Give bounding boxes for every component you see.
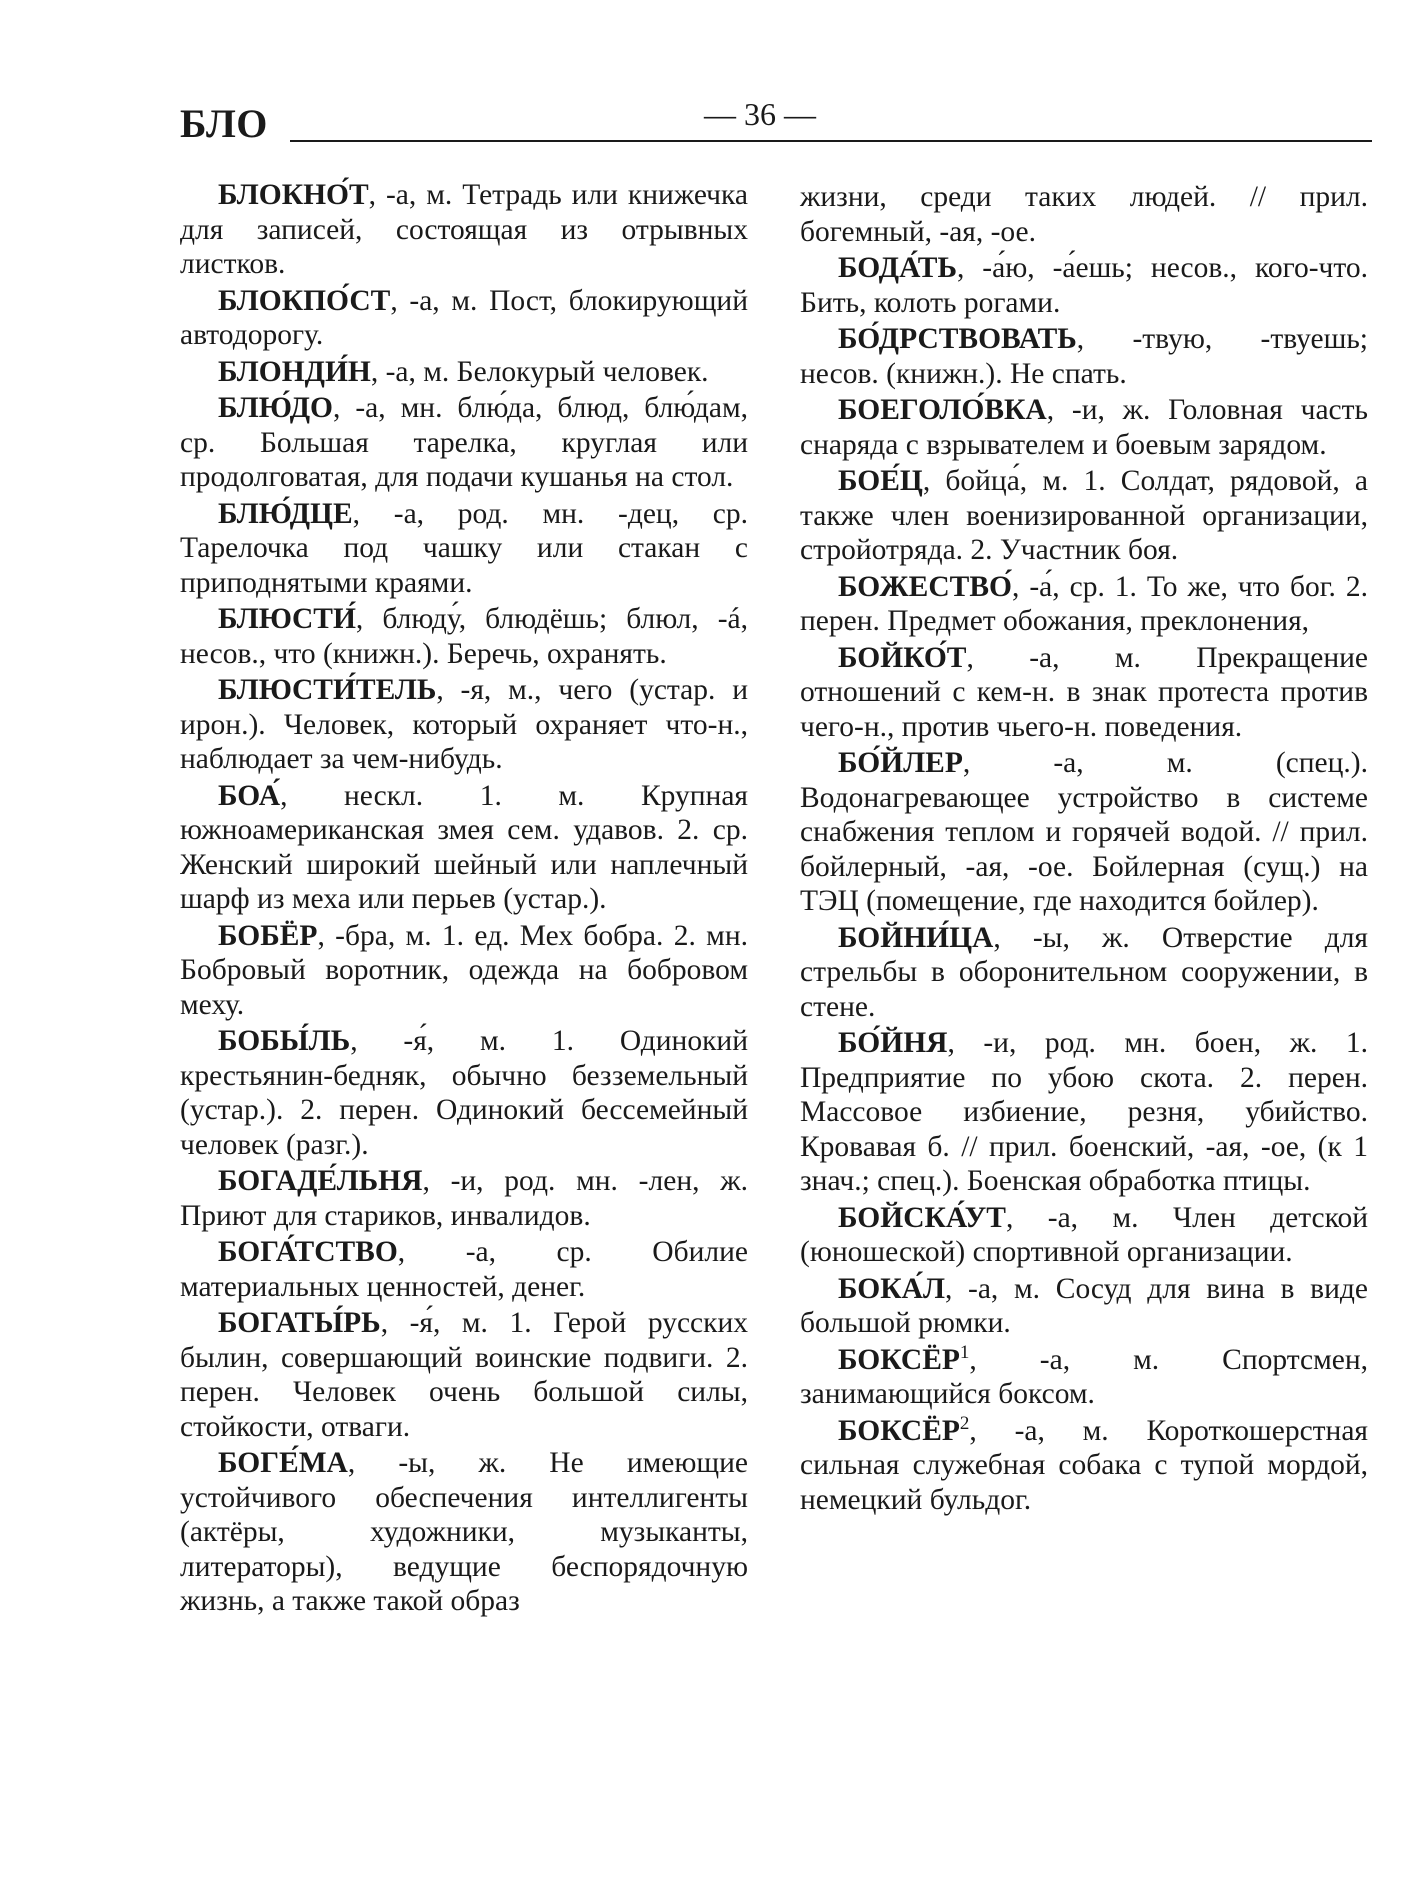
dictionary-entry	[800, 746, 1368, 919]
dictionary-entry	[180, 1306, 748, 1444]
dictionary-entry	[180, 1446, 748, 1619]
dictionary-entry	[800, 251, 1368, 320]
entry-definition: , -а, м. Спортсмен, занимающийся боксом.	[800, 1343, 1368, 1410]
dictionary-entry	[180, 919, 748, 1023]
entry-definition: , -а, м. Прекращение отношений с кем-н. в знак протеста против чего-н., против чьего-н. поведения.	[800, 641, 1368, 743]
entry-definition: , -а, м. Тетрадь или книжечка для записей, состоящая из отрывных листков.	[180, 179, 748, 280]
entry-headword: БОЙНИ́ЦА	[838, 921, 994, 954]
left-column	[180, 178, 748, 1621]
entry-headword: БО́ЙЛЕР	[838, 747, 963, 779]
entry-headword: БОГА́ТСТВО	[218, 1236, 398, 1268]
entry-headword: БО́ДРСТВОВАТЬ	[838, 323, 1077, 355]
entry-definition: , -а, ср. Обилие материальных ценностей, денег.	[180, 1236, 748, 1303]
entry-definition: , -и, род. мн. -лен, ж. Приют для стариков, инвалидов.	[180, 1165, 748, 1232]
entry-definition: , -и, ж. Головная часть снаряда с взрывателем и боевым зарядом.	[800, 394, 1368, 461]
entry-definition: , -а́, ср. 1. То же, что бог. 2. перен. Предмет обожания, преклонения,	[800, 570, 1368, 637]
page-number: — 36 —	[700, 96, 820, 133]
entry-headword: БОКСЁР	[838, 1343, 960, 1376]
entry-headword: БОДА́ТЬ	[838, 252, 957, 284]
entry-definition: , -я́, м. 1. Одинокий крестьянин-бедняк, обычно безземельный (устар.). 2. перен. Одинокий бессемейный человек (разг.).	[180, 1025, 748, 1161]
entry-definition: , -бра, м. 1. ед. Мех бобра. 2. мн. Бобровый воротник, одежда на бобровом меху.	[180, 919, 748, 1021]
entry-definition: , -а, м. Член детской (юношеской) спортивной организации.	[800, 1201, 1368, 1268]
entry-headword: БОЕ́Ц	[838, 465, 923, 497]
entry-headword: БЛЮ́ДО	[218, 392, 333, 424]
entry-definition: , бойца́, м. 1. Солдат, рядовой, а также член военизированной организации, стройотряда. 2. Участник боя.	[800, 465, 1368, 566]
dictionary-entry	[180, 391, 748, 495]
entry-headword: БЛОКПО́СТ	[218, 284, 391, 317]
entry-definition: , -а, м. (спец.). Водонагревающее устройство в системе снабжения теплом и горячей водой. // прил. бойлерный, -ая, -ое. Бойлерная (сущ.) на ТЭЦ (помещение, где находится бойлер).	[800, 747, 1368, 917]
entry-headword: БЛЮСТИ́	[218, 603, 356, 635]
entry-definition: , -твую, -твуешь; несов. (книжн.). Не спать.	[800, 323, 1368, 390]
entry-definition: , нескл. 1. м. Крупная южноамериканская змея сем. удавов. 2. ср. Женский широкий шейный или наплечный шарф из меха или перьев (устар.).	[180, 779, 748, 915]
dictionary-entry	[800, 1272, 1368, 1341]
entry-definition: , -я, м., чего (устар. и ирон.). Человек, который охраняет что-н., наблюдает за чем-нибудь.	[180, 674, 748, 775]
running-head: БЛО	[180, 101, 268, 146]
dictionary-entry	[800, 570, 1368, 639]
dictionary-entry	[800, 464, 1368, 568]
homonym-index: 1	[959, 1341, 970, 1363]
dictionary-entry	[800, 921, 1368, 1025]
entry-definition: , -ы, ж. Не имеющие устойчивого обеспечения интеллигенты (актёры, художники, музыканты, литераторы), ведущие беспорядочную жизнь, а также такой образ	[180, 1447, 748, 1617]
entry-headword: БОА́	[218, 779, 281, 812]
dictionary-entry	[180, 673, 748, 777]
entry-headword: БОЖЕСТВО́	[838, 570, 1012, 603]
entry-headword: БОЙСКА́УТ	[838, 1201, 1006, 1234]
dictionary-entry	[180, 1024, 748, 1162]
entry-definition: , -а, мн. блю́да, блюд, блю́дам, ср. Большая тарелка, круглая или продолговатая, для подачи кушанья на стол.	[180, 392, 748, 493]
entry-headword: БЛЮ́ДЦЕ	[218, 497, 353, 530]
entry-definition: , -а, м. Белокурый человек.	[370, 355, 709, 388]
entry-definition: , -а, м. Короткошерстная сильная служебная собака с тупой мордой, немецкий бульдог.	[800, 1414, 1368, 1516]
dictionary-entry	[800, 322, 1368, 391]
dictionary-entry	[800, 1414, 1368, 1518]
dictionary-entry	[180, 178, 748, 282]
entry-headword: БОГАДЕ́ЛЬНЯ	[218, 1165, 423, 1197]
entry-headword: БОКА́Л	[838, 1272, 945, 1305]
header-rule	[290, 140, 1372, 142]
dictionary-entry	[180, 1164, 748, 1233]
dictionary-entry	[800, 180, 1368, 249]
entry-headword: БОЕГОЛО́ВКА	[838, 394, 1047, 426]
entry-headword: БОБЁР	[218, 919, 318, 952]
entry-headword: БОКСЁР	[838, 1414, 960, 1447]
entry-definition: , -а́ю, -а́ешь; несов., кого-что. Бить, колоть рогами.	[800, 252, 1368, 319]
entry-definition: , -а, м. Пост, блокирующий автодорогу.	[180, 284, 748, 351]
dictionary-entry	[180, 602, 748, 671]
entry-headword: БОЙКО́Т	[838, 641, 967, 674]
entry-headword: БЛЮСТИ́ТЕЛЬ	[218, 674, 437, 706]
entry-definition: жизни, среди таких людей. // прил. богемный, -ая, -ое.	[800, 181, 1368, 248]
dictionary-entry	[800, 1026, 1368, 1199]
entry-definition: , блюду́, блюдёшь; блюл, -á, несов., что (книжн.). Беречь, охранять.	[180, 603, 748, 670]
dictionary-entry	[180, 779, 748, 917]
dictionary-entry	[800, 1343, 1368, 1412]
dictionary-entry	[180, 1235, 748, 1304]
right-column	[800, 180, 1368, 1519]
dictionary-entry	[180, 355, 748, 390]
dictionary-entry	[180, 284, 748, 353]
dictionary-entry	[800, 1201, 1368, 1270]
entry-definition: , -ы, ж. Отверстие для стрельбы в оборонительном сооружении, в стене.	[800, 921, 1368, 1023]
entry-headword: БЛОНДИ́Н	[218, 355, 371, 388]
dictionary-entry	[800, 393, 1368, 462]
entry-headword: БОГЕ́МА	[218, 1447, 348, 1479]
entry-definition: , -а, м. Сосуд для вина в виде большой рюмки.	[800, 1272, 1368, 1339]
entry-definition: , -я́, м. 1. Герой русских былин, совершающий воинские подвиги. 2. перен. Человек очень большой силы, стойкости, отваги.	[180, 1307, 748, 1443]
dictionary-entry	[180, 497, 748, 601]
entry-headword: БО́ЙНЯ	[838, 1027, 948, 1059]
entry-headword: БОГАТЫ́РЬ	[218, 1307, 381, 1339]
dictionary-entry	[800, 641, 1368, 745]
entry-headword: БОБЫ́ЛЬ	[218, 1025, 351, 1057]
homonym-index: 2	[959, 1412, 970, 1434]
entry-headword: БЛОКНО́Т	[218, 179, 369, 211]
entry-definition: , -а, род. мн. -дец, ср. Тарелочка под чашку или стакан с приподнятыми краями.	[180, 497, 748, 599]
entry-definition: , -и, род. мн. боен, ж. 1. Предприятие по убою скота. 2. перен. Массовое избиение, резня, убийство. Кровавая б. // прил. боенский, -ая, -ое, (к 1 знач.; спец.). Боенская обработка птицы.	[800, 1027, 1368, 1197]
